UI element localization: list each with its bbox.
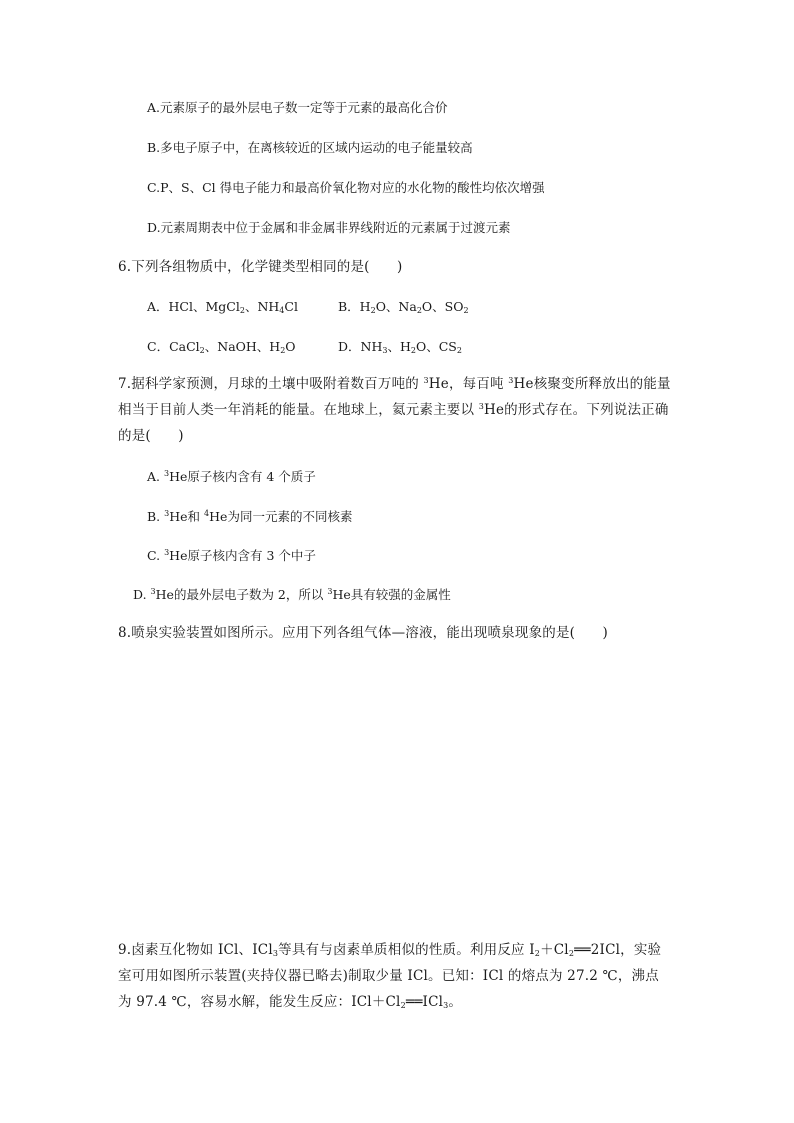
q7-option-b: B. $^3$He和 $^4$He为同一元素的不同核素: [147, 509, 353, 524]
q7-option-a: A. $^3$He原子核内含有 4 个质子: [147, 469, 316, 484]
q5-option-d: D.元素周期表中位于金属和非金属非界线附近的元素属于过渡元素: [147, 220, 511, 235]
q5-option-b: B.多电子原子中，在离核较近的区域内运动的电子能量较高: [147, 140, 473, 155]
q8-figure-area: [118, 660, 678, 920]
q9-stem-line-3: 为 97.4 ℃，容易水解，能发生反应：$ICl+Cl_2══ICl_3$。: [118, 994, 463, 1010]
q9-stem-line-2: 室可用如图所示装置(夹持仪器已略去)制取少量 ICl。已知：ICl 的熔点为 27.2 ℃，沸点: [118, 968, 659, 984]
q7-stem-line-1: 7.据科学家预测，月球的土壤中吸附着数百万吨的 $^3$He，每百吨 $^3$He核聚变所释放出的能量: [118, 376, 671, 392]
q5-option-c: C.P、S、Cl 得电子能力和最高价氧化物对应的水化物的酸性均依次增强: [147, 180, 545, 195]
q7-option-d: D. $^3$He的最外层电子数为 2，所以 $^3$He具有较强的金属性: [133, 587, 451, 602]
q6-option-d: D．$NH_3$、$H_2O$、$CS_2$: [338, 339, 462, 355]
q7-option-c: C. $^3$He原子核内含有 3 个中子: [147, 548, 316, 563]
q8-stem: 8.喷泉实验装置如图所示。应用下列各组气体—溶液，能出现喷泉现象的是( ): [118, 625, 609, 641]
q6-option-b: B．$H_2O$、$Na_2O$、$SO_2$: [338, 299, 469, 315]
q7-stem-line-2: 相当于目前人类一年消耗的能量。在地球上，氦元素主要以 $^3$He的形式存在。下列说法正确: [118, 402, 669, 418]
q6-option-c: C．CaCl$_2$、NaOH、$H_2O$: [147, 339, 296, 355]
q6-option-a: A．HCl、MgCl$_2$、$NH_4Cl$: [147, 299, 298, 315]
q5-option-a: A.元素原子的最外层电子数一定等于元素的最高化合价: [147, 100, 448, 115]
q7-stem-line-3: 的是( ): [118, 428, 184, 444]
q9-stem-line-1: 9.卤素互化物如 ICl、ICl$_3$等具有与卤素单质相似的性质。利用反应 $I_2+Cl_2══2ICl$，实验: [118, 942, 662, 958]
q6-stem: 6.下列各组物质中，化学键类型相同的是( ): [118, 259, 403, 275]
